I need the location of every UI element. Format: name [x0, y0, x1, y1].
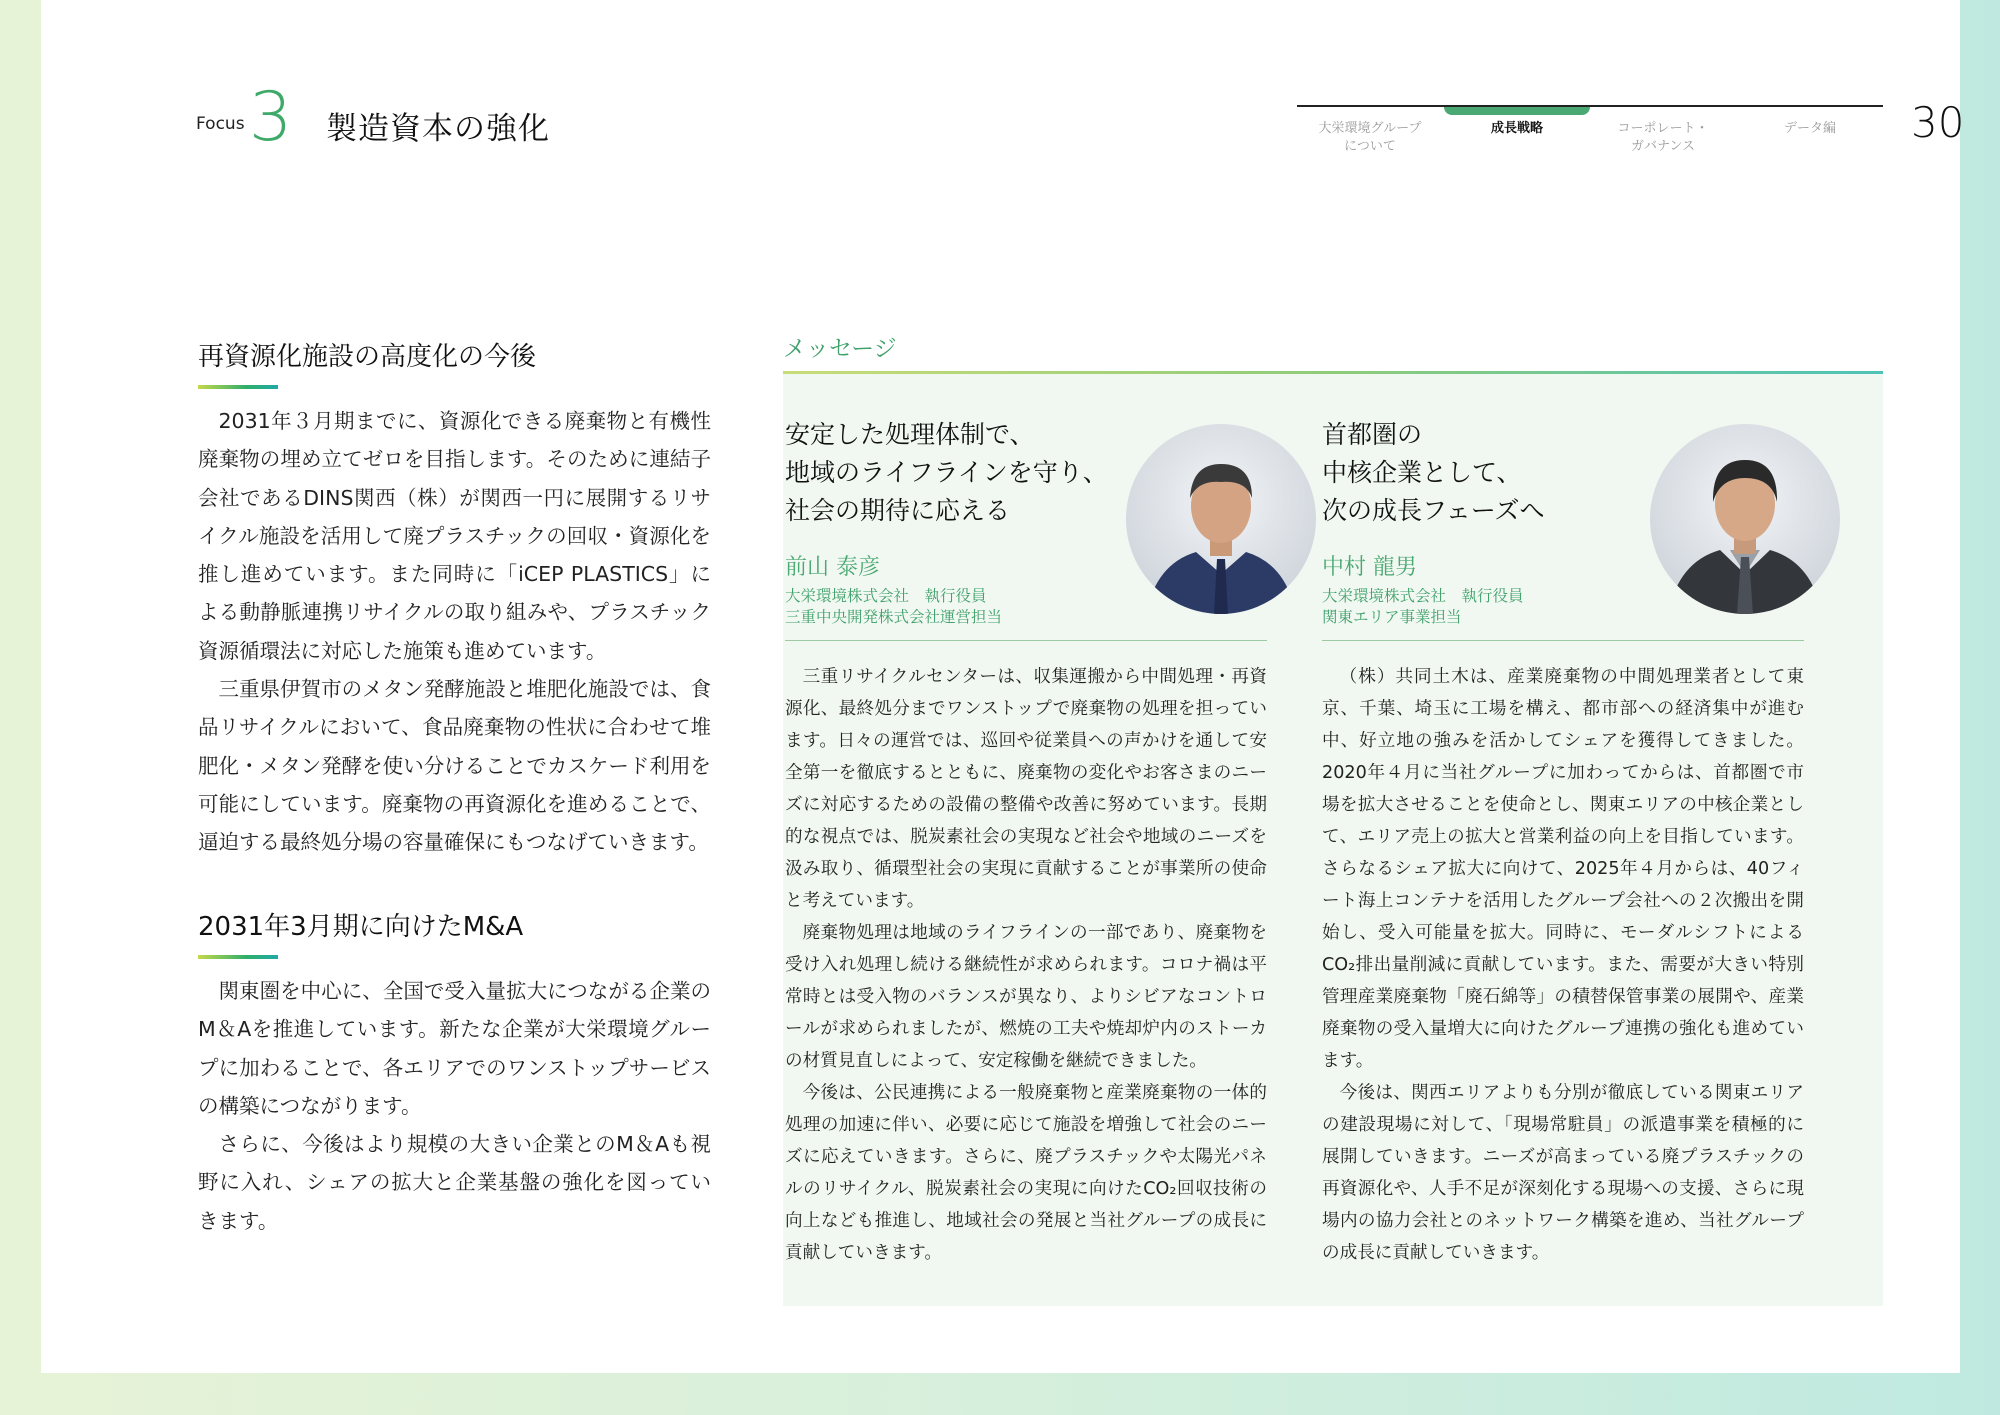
role-line: 大栄環境株式会社 執行役員 [1322, 587, 1524, 605]
paragraph: 廃棄物処理は地域のライフラインの一部であり、廃棄物を受け入れ処理し続ける継続性が求められます。コロナ禍は平常時とは受入物のバランスが異なり、よりシビアなコントロールが求められましたが、燃焼の工夫や焼却炉内のストーカの材質見直しによって、安定稼働を継続できました。 [785, 923, 1267, 1071]
role-line: 大栄環境株式会社 執行役員 [785, 587, 987, 605]
paragraph: 関東圏を中心に、全国で受入量拡大につながる企業のM＆Aを推進しています。新たな企業が大栄環境グループに加わることで、各エリアでのワンストップサービスの構築につながります。 [198, 979, 711, 1118]
paragraph: 今後は、公民連携による一般廃棄物と産業廃棄物の一体的処理の加速に伴い、必要に応じて施設を増強して社会のニーズに応えていきます。さらに、廃プラスチックや太陽光パネルのリサイクル、脱炭素社会の実現に向けたCO₂回収技術の向上なども推進し、地域社会の発展と当社グループの成長に貢献していきます。 [785, 1083, 1267, 1263]
heading-underline [198, 385, 278, 389]
column-divider [1322, 640, 1804, 641]
role-line: 三重中央開発株式会社運営担当 [785, 608, 1003, 626]
role-line: 関東エリア事業担当 [1322, 608, 1462, 626]
section-body-recycling [198, 402, 711, 862]
message-body [1322, 661, 1804, 1269]
nav-divider [1297, 105, 1883, 107]
nav-label: について [1344, 139, 1396, 154]
headline-line: 安定した処理体制で、 [785, 420, 1035, 449]
heading-underline [198, 955, 278, 959]
paragraph: 今後は、関西エリアよりも分別が徹底している関東エリアの建設現場に対して、「現場常駐員」の派遣事業を積極的に展開していきます。ニーズが高まっている廃プラスチックの再資源化や、人手不足が深刻化する現場への支援、さらに現場内の協力会社とのネットワーク構築を進め、当社グループの成長に貢献していきます。 [1322, 1083, 1804, 1263]
message-label: メッセージ [783, 336, 897, 362]
section-heading-ma: 2031年3月期に向けたM&A [198, 912, 524, 942]
person-name: 中村 龍男 [1322, 555, 1417, 580]
person-portrait-icon [1126, 424, 1316, 614]
nav-tab-about[interactable] [1297, 120, 1443, 156]
nav-tab-data[interactable] [1737, 120, 1883, 138]
portrait-photo [1650, 424, 1840, 614]
headline-line: 地域のライフラインを守り、 [785, 458, 1108, 487]
nav-label: 大栄環境グループ [1318, 121, 1422, 136]
paragraph: 三重リサイクルセンターは、収集運搬から中間処理・再資源化、最終処分までワンストップで廃棄物の処理を担っています。日々の運営では、巡回や従業員への声かけを通して安全第一を徹底するとともに、廃棄物の変化やお客さまのニーズに対応するための設備の整備や改善に努めています。長期的な視点では、脱炭素社会の実現など社会や地域のニーズを汲み取り、循環型社会の実現に貢献することが事業所の使命と考えています。 [785, 667, 1267, 911]
headline-line: 中核企業として、 [1322, 458, 1522, 487]
nav-tab-governance[interactable] [1590, 120, 1736, 156]
message-divider [783, 371, 1883, 374]
nav-label: コーポレート・ [1617, 121, 1709, 136]
focus-label: Focus [196, 114, 245, 134]
paragraph: さらに、今後はより規模の大きい企業とのM＆Aも視野に入れ、シェアの拡大と企業基盤の強化を図っていきます。 [198, 1132, 711, 1233]
focus-number: 3 [249, 78, 293, 157]
portrait-photo [1126, 424, 1316, 614]
paragraph: 2031年３月期までに、資源化できる廃棄物と有機性廃棄物の埋め立てゼロを目指します。そのために連結子会社であるDINS関西（株）が関西一円に展開するリサイクル施設を活用して廃プラスチックの回収・資源化を推し進めています。また同時に「iCEP PLASTICS」による動静脈連携リサイクルの取り組みや、プラスチック資源循環法に対応した施策も進めています。 [198, 409, 711, 663]
headline-line: 首都圏の [1322, 420, 1423, 449]
person-role [1322, 586, 1524, 628]
nav-label: ガバナンス [1631, 139, 1695, 154]
page-number: 30 [1911, 98, 1965, 147]
headline-line: 社会の期待に応える [785, 496, 1011, 525]
nav-tab-growth-strategy[interactable] [1444, 120, 1590, 138]
person-portrait-icon [1650, 424, 1840, 614]
section-body-ma [198, 972, 711, 1240]
person-role [785, 586, 1002, 628]
page-title: 製造資本の強化 [326, 111, 550, 147]
nav-label: データ編 [1783, 121, 1836, 136]
nav-active-indicator [1444, 107, 1590, 115]
paragraph: （株）共同土木は、産業廃棄物の中間処理業者として東京、千葉、埼玉に工場を構え、都市部への経済集中が進む中、好立地の強みを活かしてシェアを獲得してきました。2020年４月に当社グループに加わってからは、首都圏で市場を拡大させることを使命とし、関東エリアの中核企業として、エリア売上の拡大と営業利益の向上を目指しています。さらなるシェア拡大に向けて、2025年４月からは、40フィート海上コンテナを活用したグループ会社への２次搬出を開始し、受入可能量を拡大。同時に、モーダルシフトによるCO₂排出量削減に貢献しています。また、需要が大きい特別管理産業廃棄物「廃石綿等」の積替保管事業の展開や、産業廃棄物の受入量増大に向けたグループ連携の強化も進めています。 [1322, 667, 1804, 1071]
message-headline [1322, 416, 1545, 530]
person-name: 前山 泰彦 [785, 555, 880, 580]
page [41, 0, 1965, 1373]
nav-label: 成長戦略 [1490, 121, 1543, 136]
section-heading-recycling: 再資源化施設の高度化の今後 [198, 342, 537, 372]
column-divider [785, 640, 1267, 641]
headline-line: 次の成長フェーズへ [1322, 496, 1545, 525]
message-headline [785, 416, 1108, 530]
paragraph: 三重県伊賀市のメタン発酵施設と堆肥化施設では、食品リサイクルにおいて、食品廃棄物の性状に合わせて堆肥化・メタン発酵を使い分けることでカスケード利用を可能にしています。廃棄物の再資源化を進めることで、逼迫する最終処分場の容量確保にもつなげていきます。 [198, 677, 711, 855]
message-body [785, 661, 1267, 1269]
